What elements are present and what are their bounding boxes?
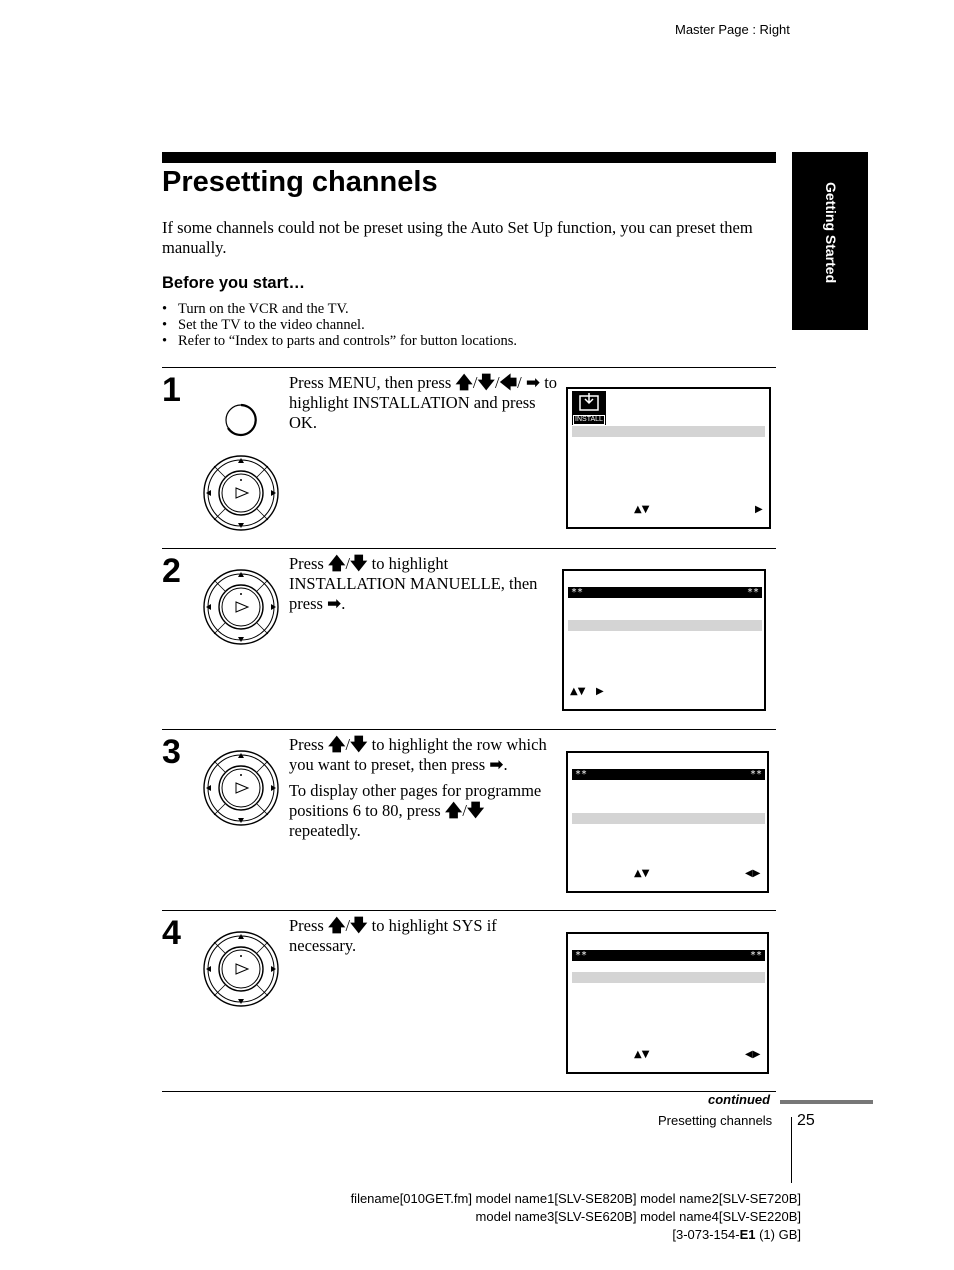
section-side-tab xyxy=(792,152,868,330)
down-arrow-icon: 🡇 xyxy=(350,554,368,574)
up-down-indicator: ▲▼ xyxy=(634,1049,650,1060)
step-instructions: Press 🡅/🡇 to highlight the row which you want to preset, then press ➡. To display other pages for programme positions 6 to 80, press 🡅/🡇 repeatedly. xyxy=(289,735,547,840)
page-title: Presetting channels xyxy=(162,166,438,198)
step-number: 4 xyxy=(162,914,181,952)
right-indicator: ▶ xyxy=(596,686,604,697)
down-arrow-icon: 🡇 xyxy=(466,801,485,821)
step-number: 1 xyxy=(162,371,181,409)
up-arrow-icon: 🡅 xyxy=(327,554,346,574)
remote-cursor-pad-icon xyxy=(202,568,280,651)
step-divider xyxy=(162,548,776,549)
install-icon: INSTALL xyxy=(572,391,606,425)
step-instructions: Press MENU, then press 🡅/🡇/🡄/ ➡ to highlight INSTALLATION and press OK. xyxy=(289,373,558,432)
before-you-start-list xyxy=(162,301,517,349)
up-down-indicator: ▲▼ xyxy=(634,504,650,515)
file-info-line: model name3[SLV-SE620B] model name4[SLV-SE220B] xyxy=(475,1209,801,1224)
up-arrow-icon: 🡅 xyxy=(455,373,473,393)
title-bar-rule xyxy=(162,152,776,163)
highlight-row xyxy=(572,426,765,437)
step-number: 3 xyxy=(162,733,181,771)
tv-screen-menu xyxy=(566,932,769,1074)
remote-cursor-pad-icon xyxy=(202,930,280,1013)
menu-button-icon xyxy=(224,403,258,437)
file-info-line: [3-073-154-E1 (1) GB] xyxy=(672,1227,801,1242)
screen-title-bar: ** ** xyxy=(572,950,765,961)
right-arrow-icon: ➡ xyxy=(327,594,342,614)
screen-title-bar: ** ** xyxy=(572,769,765,780)
step-instructions: Press 🡅/🡇 to highlight SYS if necessary. xyxy=(289,916,497,955)
up-arrow-icon: 🡅 xyxy=(327,735,346,755)
tv-screen-menu xyxy=(562,569,766,711)
screen-title-bar: ** ** xyxy=(568,587,762,598)
tv-screen-menu xyxy=(566,751,769,893)
remote-cursor-pad-icon xyxy=(202,454,280,537)
continued-label: continued xyxy=(708,1092,771,1107)
tv-screen-menu xyxy=(566,387,771,529)
remote-cursor-pad-icon xyxy=(202,749,280,832)
file-info-line: filename[010GET.fm] model name1[SLV-SE820B] model name2[SLV-SE720B] xyxy=(350,1191,801,1206)
step-divider xyxy=(162,367,776,368)
list-item: • Set the TV to the video channel. xyxy=(162,317,517,333)
continued-bar xyxy=(780,1100,873,1104)
list-item: • Refer to “Index to parts and controls” for button locations. xyxy=(162,333,517,349)
up-arrow-icon: 🡅 xyxy=(327,916,346,936)
master-page-label: Master Page : Right xyxy=(675,22,790,37)
right-arrow-icon: ➡ xyxy=(489,755,504,775)
left-right-indicator: ◀▶ xyxy=(745,868,761,879)
up-down-indicator: ▲▼ xyxy=(634,868,650,879)
down-arrow-icon: 🡇 xyxy=(350,735,368,755)
down-arrow-icon: 🡇 xyxy=(477,373,495,393)
right-indicator: ▶ xyxy=(755,504,763,515)
left-arrow-icon: 🡄 xyxy=(499,373,518,393)
step-divider xyxy=(162,729,776,730)
highlight-row xyxy=(572,972,765,983)
page-number: 25 xyxy=(797,1112,815,1129)
highlight-row xyxy=(568,620,762,631)
side-tab-label: Getting Started xyxy=(823,182,839,284)
down-arrow-icon: 🡇 xyxy=(350,916,368,936)
footer-section-title: Presetting channels xyxy=(658,1113,773,1128)
step-number: 2 xyxy=(162,552,181,590)
step-divider xyxy=(162,910,776,911)
intro-paragraph: If some channels could not be preset using the Auto Set Up function, you can preset them manually. xyxy=(162,218,753,257)
section-bottom-rule xyxy=(162,1091,776,1092)
footer-divider xyxy=(791,1117,792,1183)
up-down-indicator: ▲▼ xyxy=(570,686,586,697)
up-arrow-icon: 🡅 xyxy=(444,801,463,821)
list-item: • Turn on the VCR and the TV. xyxy=(162,301,517,317)
step-instructions: Press 🡅/🡇 to highlight INSTALLATION MANUELLE, then press ➡. xyxy=(289,554,538,614)
left-right-indicator: ◀▶ xyxy=(745,1049,761,1060)
right-arrow-icon: ➡ xyxy=(525,373,541,393)
before-you-start-heading: Before you start… xyxy=(162,274,306,292)
highlight-row xyxy=(572,813,765,824)
